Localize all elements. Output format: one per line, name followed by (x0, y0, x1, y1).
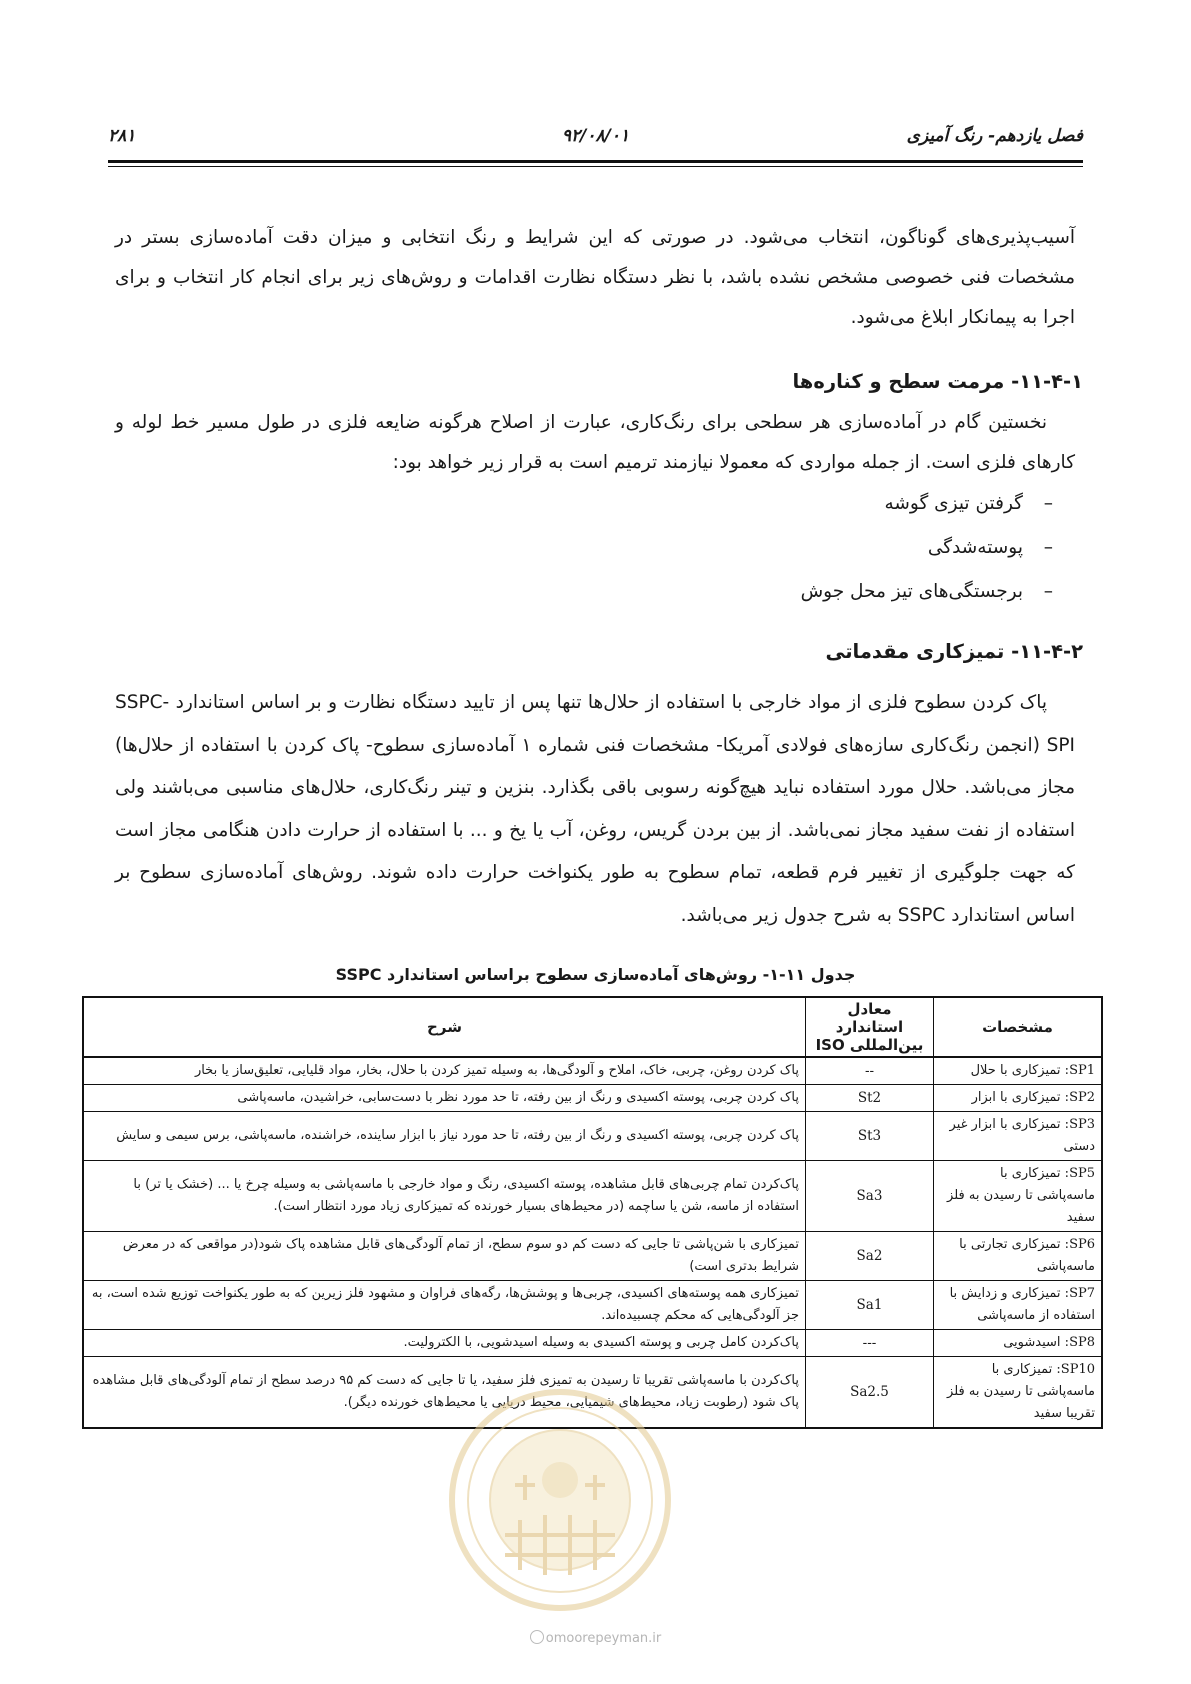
cell-spec (934, 1085, 1103, 1112)
cell-spec (934, 1281, 1103, 1330)
repair-list (801, 482, 1053, 614)
bullet-dash: – (1043, 493, 1053, 514)
cell-iso: Sa3 (806, 1161, 934, 1232)
spec-code: SP10: (1056, 1362, 1095, 1377)
intro-paragraph: آسیب‌پذیری‌های گوناگون، انتخاب می‌شود. در صورتی که این شرایط و رنگ انتخابی و میزان دقت آماده‌سازی بستر در مشخصات فنی خصوصی مشخص نشده باشد، با نظر دستگاه نظارت اقدامات و روش‌های زیر برای انجام کار انتخاب و برای اجرا به پیمانکار ابلاغ می‌شود. (115, 227, 1075, 328)
header-spec: مشخصات (934, 997, 1103, 1057)
cell-iso: -- (806, 1057, 934, 1085)
section-1-paragraph: نخستین گام در آماده‌سازی هر سطحی برای رنگ‌کاری، عبارت از اصلاح هرگونه ضایعه فلزی در طول مسیر خط لوله و کارهای فلزی است. از جمله مواردی که معمولا نیازمند ترمیم است به قرار زیر خواهد بود: (115, 412, 1075, 473)
chapter-title: فصل یازدهم- رنگ آمیزی (906, 126, 1083, 146)
list-item (801, 482, 1053, 526)
spec-text: تمیزکاری و زدایش با استفاده از ماسه‌پاشی (949, 1286, 1095, 1323)
list-item-text: برجستگی‌های تیز محل جوش (800, 581, 1023, 602)
spec-code: SP2: (1064, 1090, 1095, 1105)
cell-desc: پاک‌کردن با ماسه‌پاشی تقریبا تا رسیدن به تمیزی فلز سفید، یا تا جایی که دست کم ۹۵ درصد سطح از تمام آلودگی‌های قابل مشاهده پاک شود (رطوبت زیاد، محیط‌های شیمیایی، محیط دریایی یا محیط‌های خورنده دیگر). (83, 1357, 806, 1429)
cell-desc: پاک‌کردن تمام چربی‌های قابل مشاهده، پوسته اکسیدی، رنگ و مواد خارجی با ماسه‌پاشی به وسیله چرخ یا ... (خشک یا تر) با استفاده از ماسه، شن یا ساچمه (در محیط‌های بسیار خورنده که تمیزکاری زیاد مورد انتظار است). (83, 1161, 806, 1232)
spec-text: تمیزکاری تجارتی با ماسه‌پاشی (959, 1237, 1095, 1274)
cell-iso: Sa1 (806, 1281, 934, 1330)
cell-spec (934, 1057, 1103, 1085)
spec-text: تمیزکاری با ماسه‌پاشی تا رسیدن به فلز تقریبا سفید (947, 1362, 1095, 1421)
running-header (108, 120, 1083, 150)
spec-code: SP3: (1064, 1117, 1095, 1132)
cell-spec (934, 1161, 1103, 1232)
cell-iso: --- (806, 1330, 934, 1357)
page-number: ۲۸۱ (108, 126, 136, 146)
cell-desc: پاک کردن چربی، پوسته اکسیدی و رنگ از بین رفته، تا حد مورد نیاز با ابزار ساینده، خراشنده، ماسه‌پاشی، برس سیمی و سایش (83, 1112, 806, 1161)
table-row (83, 1057, 1102, 1085)
header-desc: شرح (83, 997, 806, 1057)
cell-desc: پاک کردن روغن، چربی، خاک، املاح و آلودگی‌ها، به وسیله تمیز کردن با حلال، بخار، مواد قلیایی، تعلیق‌ساز یا بخار (83, 1057, 806, 1085)
cell-desc: پاک‌کردن کامل چربی و پوسته اکسیدی به وسیله اسیدشویی، با الکترولیت. (83, 1330, 806, 1357)
sspc-table (82, 996, 1103, 1429)
seal-logo-icon (445, 1385, 675, 1615)
header-rule-thin (108, 166, 1083, 167)
table-row (83, 1085, 1102, 1112)
cell-spec (934, 1232, 1103, 1281)
cell-iso: Sa2.5 (806, 1357, 934, 1429)
list-item-text: پوسته‌شدگی (927, 537, 1023, 558)
spec-code: SP8: (1064, 1335, 1095, 1350)
table-row (83, 1161, 1102, 1232)
spec-text: تمیزکاری با ماسه‌پاشی تا رسیدن به فلز سفید (947, 1166, 1095, 1225)
table-row (83, 1232, 1102, 1281)
spec-code: SP6: (1064, 1237, 1095, 1252)
cell-desc: پاک کردن چربی، پوسته اکسیدی و رنگ از بین رفته، تا حد مورد نظر با دست‌سابی، خراشیدن، ماسه‌پاشی (83, 1085, 806, 1112)
section-heading-2: ۱۱-۴-۲- تمیزکاری مقدماتی (825, 640, 1083, 663)
list-item (801, 526, 1053, 570)
cell-iso: Sa2 (806, 1232, 934, 1281)
table-row (83, 1112, 1102, 1161)
cell-spec (934, 1330, 1103, 1357)
list-item-text: گرفتن تیزی گوشه (884, 493, 1023, 514)
header-rule (108, 160, 1083, 163)
watermark-site (0, 1630, 1191, 1646)
bullet-dash: – (1043, 581, 1053, 602)
bullet-dash: – (1043, 537, 1053, 558)
spec-code: SP1: (1064, 1063, 1095, 1078)
spec-text: تمیزکاری با ابزار غیر دستی (949, 1117, 1095, 1154)
list-item (801, 570, 1053, 614)
header-iso: معادل استاندارد بین‌المللی ISO (806, 997, 934, 1057)
at-icon (530, 1630, 544, 1644)
spec-code: SP7: (1064, 1286, 1095, 1301)
cell-iso: St3 (806, 1112, 934, 1161)
spec-code: SP5: (1064, 1166, 1095, 1181)
section-heading-1: ۱۱-۴-۱- مرمت سطح و کناره‌ها (792, 370, 1083, 393)
cell-spec (934, 1112, 1103, 1161)
table-header-row (83, 997, 1102, 1057)
cell-iso: St2 (806, 1085, 934, 1112)
site-text: omoorepeyman.ir (545, 1631, 662, 1646)
table-row (83, 1281, 1102, 1330)
table-caption: جدول ۱۱-۱- روش‌های آماده‌سازی سطوح براساس استاندارد SSPC (335, 965, 856, 984)
cell-desc: تمیزکاری با شن‌پاشی تا جایی که دست کم دو سوم سطح، از تمام آلودگی‌های قابل مشاهده پاک شود(در مواقعی که در معرض شرایط بدتری است) (83, 1232, 806, 1281)
cell-spec (934, 1357, 1103, 1429)
header-date: ۹۲/۰۸/۰۱ (561, 126, 630, 146)
section-2-paragraph: پاک کردن سطوح فلزی از مواد خارجی با استفاده از حلال‌ها تنها پس از تایید دستگاه نظارت و بر اساس استاندارد SSPC-SPI (انجمن رنگ‌کاری سازه‌های فولادی آمریکا- مشخصات فنی شماره ۱ آماده‌سازی سطوح- پاک کردن با استفاده از حلال‌ها) مجاز می‌باشد. حلال مورد استفاده نباید هیچ‌گونه رسوبی باقی بگذارد. بنزین و تینر رنگ‌کاری، حلال‌های مناسبی می‌باشند ولی استفاده از نفت سفید مجاز نمی‌باشد. از بین بردن گریس، روغن، آب یا یخ و ... با استفاده از حرارت دادن هنگامی مجاز است که جهت جلوگیری از تغییر فرم قطعه، تمام سطوح به طور یکنواخت حرارت داده شوند. روش‌های آماده‌سازی سطوح بر اساس استاندارد SSPC به شرح جدول زیر می‌باشد. (115, 692, 1075, 926)
spec-text: تمیزکاری با حلال (970, 1063, 1061, 1078)
spec-text: اسیدشویی (1003, 1335, 1061, 1350)
table-row (83, 1330, 1102, 1357)
cell-desc: تمیزکاری همه پوسته‌های اکسیدی، چربی‌ها و پوشش‌ها، رگه‌های فراوان و مشهود فلز زیرین که به طور یکنواخت توزیع شده است، به جز آلودگی‌هایی که محکم چسبیده‌اند. (83, 1281, 806, 1330)
spec-text: تمیزکاری با ابزار (971, 1090, 1061, 1105)
